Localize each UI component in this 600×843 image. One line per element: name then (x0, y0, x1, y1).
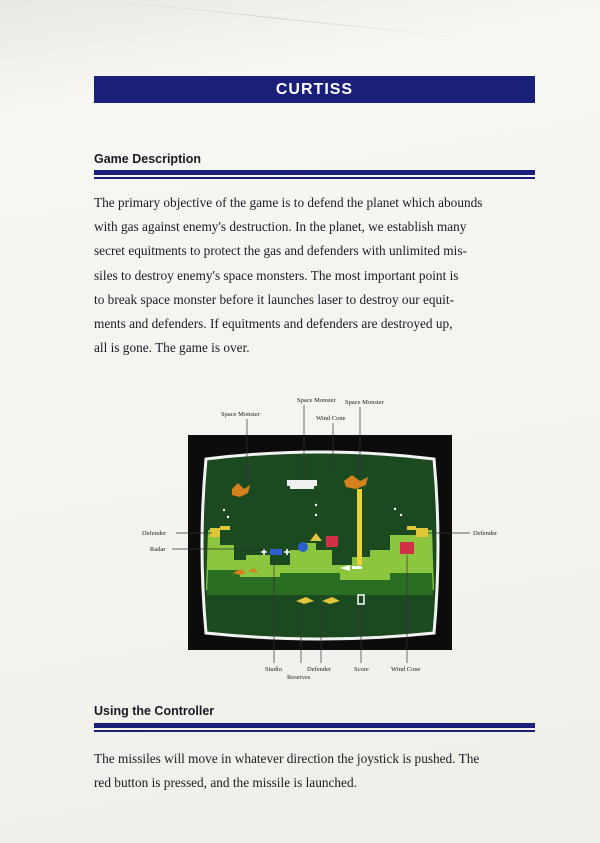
target-structure (326, 536, 338, 547)
text-line: red button is pressed, and the missile is launched. (94, 775, 357, 791)
text-line: with gas against enemy's destruction. In the planet, we establish many (94, 219, 467, 235)
game-description-text (94, 191, 537, 360)
missile-dot (223, 509, 225, 511)
label-defender-right: Defender (473, 530, 498, 537)
wind-cone-stripe (352, 566, 362, 569)
label-space-monster-left: Space Monster (221, 411, 260, 418)
missile-dot (394, 508, 396, 510)
defender-left (210, 528, 220, 537)
missile-dot (315, 504, 317, 506)
controller-heading: Using the Controller (94, 704, 215, 718)
space-monster-center (287, 480, 317, 486)
missile-dot (315, 514, 317, 516)
defender-right (416, 528, 428, 537)
game-screen-diagram (120, 385, 520, 685)
section-rule-thin (94, 177, 535, 179)
target-structure-right (400, 542, 414, 554)
text-line: siles to destroy enemy's space monsters. The most important point is (94, 267, 459, 283)
title-banner (94, 76, 535, 103)
text-line: secret equitments to protect the gas and defenders with unlimited mis- (94, 243, 467, 259)
text-line: all is gone. The game is over. (94, 340, 250, 356)
controller-text (94, 747, 537, 795)
label-score: Score (354, 666, 369, 673)
label-wind-cone-top: Wind Cone (316, 415, 346, 422)
defender-left-gun (220, 526, 230, 530)
defender-right-gun (407, 526, 416, 530)
radar-dish (298, 542, 308, 552)
page-title: CURTISS (275, 80, 354, 98)
section-rule-thick (94, 723, 535, 728)
laser-beam (357, 489, 362, 565)
label-defender-reserves-2: Reserves (287, 674, 311, 681)
section-rule-thick (94, 170, 535, 175)
diagram-svg (120, 385, 520, 685)
text-line: to break space monster before it launches laser to destroy our equit- (94, 291, 454, 307)
text-line: The primary objective of the game is to defend the planet which abounds (94, 195, 483, 210)
label-radar: Radar (150, 546, 166, 553)
label-wind-cone-bottom: Wind Cone (391, 666, 421, 673)
label-space-monster-top: Space Monster (297, 397, 336, 404)
label-defender-reserves-1: Defender (307, 666, 332, 673)
missile-dot (227, 516, 229, 518)
section-rule-thin (94, 730, 535, 732)
text-line: ments and defenders. If equitments and defenders are destroyed up, (94, 316, 453, 332)
text-line: The missiles will move in whatever direction the joystick is pushed. The (94, 751, 480, 766)
missile-dot (400, 514, 402, 516)
label-defender-left: Defender (142, 530, 167, 537)
game-description-heading: Game Description (94, 152, 201, 166)
radar-unit (270, 549, 282, 555)
label-studio: Studio (265, 666, 282, 673)
space-monster-center-base (290, 486, 314, 489)
label-space-monster-right: Space Monster (345, 399, 384, 406)
